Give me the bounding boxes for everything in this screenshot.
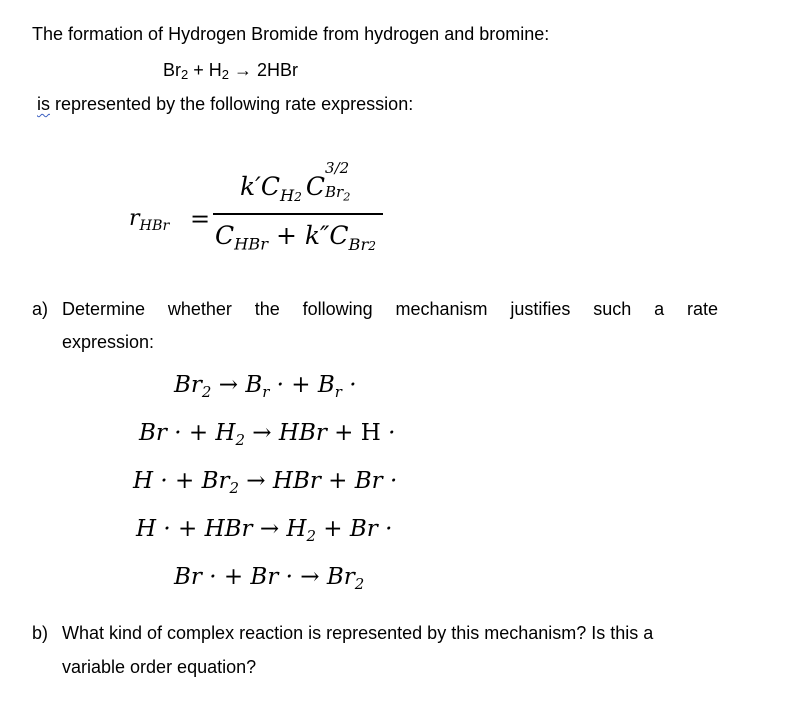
reaction-plus-h: + H xyxy=(188,60,222,80)
num-h: H xyxy=(279,185,295,205)
den-hbr: HBr xyxy=(234,234,269,254)
mechanism-step-1: $Br_2 \to B_r$ · + $B_r$ · xyxy=(174,372,357,402)
num-br: Br xyxy=(325,183,344,201)
rate-lhs xyxy=(129,206,170,234)
overall-reaction xyxy=(163,59,298,81)
intro-line: The formation of Hydrogen Bromide from hydrogen and bromine: xyxy=(32,24,550,44)
question-a-marker: a) xyxy=(32,299,49,319)
fraction-bar xyxy=(213,213,383,215)
rate-denominator xyxy=(215,221,376,254)
rate-equals: = xyxy=(190,205,211,233)
reaction-product: → 2HBr xyxy=(228,60,298,80)
reaction-br: Br xyxy=(163,60,181,80)
rate-intro-line xyxy=(37,93,413,115)
den-k2-c: + k″C xyxy=(268,221,349,250)
num-c-h2: C xyxy=(260,172,280,201)
num-c-br2: C xyxy=(305,172,326,201)
mechanism-step-4: H · + HBr → $H_2 + Br$ · xyxy=(136,516,393,546)
reaction-br-sub: 2 xyxy=(181,67,189,82)
den-br-sub: 2 xyxy=(368,238,376,253)
rate-intro-rest: represented by the following rate expression: xyxy=(50,94,414,114)
mechanism-step-2: Br · + $H_2$ → HBr + H · xyxy=(139,420,396,450)
question-b-marker: b) xyxy=(32,623,49,643)
rate-numerator xyxy=(240,159,363,205)
mechanism-step-5: Br · + Br · → $Br_2$ xyxy=(174,564,365,594)
den-br: Br xyxy=(348,234,369,254)
num-exponent: 3/2 xyxy=(325,159,350,177)
den-c-hbr: C xyxy=(215,221,235,250)
num-k: k′ xyxy=(240,172,261,201)
spellcheck-word: is xyxy=(37,94,50,114)
reaction-h-sub: 2 xyxy=(221,67,229,82)
mechanism-step-3: H · + $Br_2$ → HBr + Br · xyxy=(133,468,398,498)
rate-symbol: r xyxy=(129,206,140,231)
question-a-line2: expression: xyxy=(62,332,155,352)
question-b-line1: What kind of complex reaction is represented by this mechanism? Is this a xyxy=(62,623,654,643)
num-h-sub: 2 xyxy=(294,189,302,204)
rate-subscript: HBr xyxy=(139,218,170,234)
question-a-line1: Determine whether the following mechanism justifies such a rate xyxy=(62,299,718,319)
question-b-line2: variable order equation? xyxy=(62,657,257,677)
num-br-sub: 2 xyxy=(343,190,351,204)
